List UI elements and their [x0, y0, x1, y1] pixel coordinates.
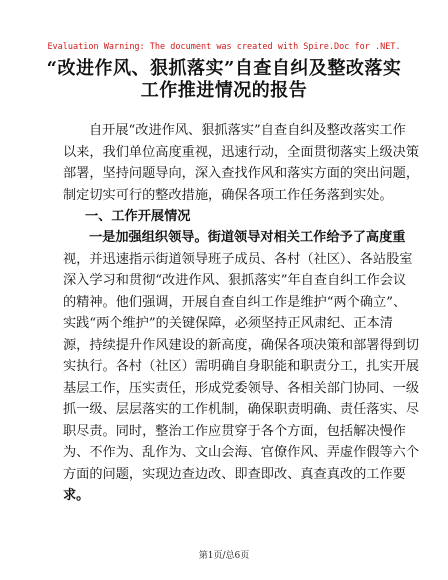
evaluation-warning: Evaluation Warning: The document was created with Spire.Doc for .NET. [47, 42, 401, 52]
body-line: 为、不作为、乱作为、文山会海、官僚作风、弄虚作假等六个 [63, 445, 420, 460]
intro-line: 制定切实可行的整改措施，确保各项工作任务落到实处。 [63, 187, 393, 203]
lead-sentence: 一是加强组织领导。 [89, 230, 208, 245]
intro-line: 自开展“改进作风、狠抓落实”自查自纠及整改落实工作 [89, 123, 406, 138]
body-line: 抓一级、层层落实的工作机制，确保职责明确、责任落实、尽 [63, 402, 420, 417]
body-line: 基层工作，压实责任，形成党委领导、各相关部门协同、一级 [63, 380, 420, 396]
section-heading: 一、工作开展情况 [85, 209, 191, 224]
title-line-1: “改进作风、狠抓落实”自查自纠及整改落实 [46, 58, 402, 79]
intro-line: 以来，我们单位高度重视，迅速行动，全面贯彻落实上级决策 [63, 144, 420, 160]
body-line: 方面的问题，实现边查边改、即查即改、真查真改的工作要 [63, 466, 406, 482]
title-line-2: 工作推进情况的报告 [140, 80, 308, 101]
body-line: 视，并迅速指示街道领导班子成员、各村（社区）、各站股室 [63, 251, 413, 267]
body-line: 实执行。各村（社区）需明确自身职能和职责分工，扎实开展 [63, 359, 420, 374]
lead-continuation: 街道领导对相关工作给予了高度重 [207, 230, 406, 245]
body-line: 的精神。他们强调，开展自查自纠工作是维护“两个确立”、 [63, 294, 407, 310]
intro-paragraph [63, 120, 420, 206]
body-paragraph [63, 227, 420, 507]
page-footer: 第1页/总6页 [198, 551, 250, 561]
body-line: 职尽责。同时，整治工作应贯穿于各个方面，包括解决慢作 [63, 423, 406, 439]
body-line: 源，持续提升作风建设的新高度，确保各项决策和部署得到切 [63, 337, 420, 353]
document-title [40, 58, 408, 102]
body-line: 实践“两个维护”的关键保障，必须坚持正风肃纪、正本清 [63, 316, 393, 331]
body-line-first [63, 227, 406, 249]
body-line: 求。 [63, 488, 90, 503]
intro-line: 部署，坚持问题导向，深入查找作风和落实方面的突出问题， [63, 166, 420, 181]
body-line: 深入学习和贯彻“改进作风、狠抓落实”年自查自纠工作会议 [63, 273, 407, 288]
